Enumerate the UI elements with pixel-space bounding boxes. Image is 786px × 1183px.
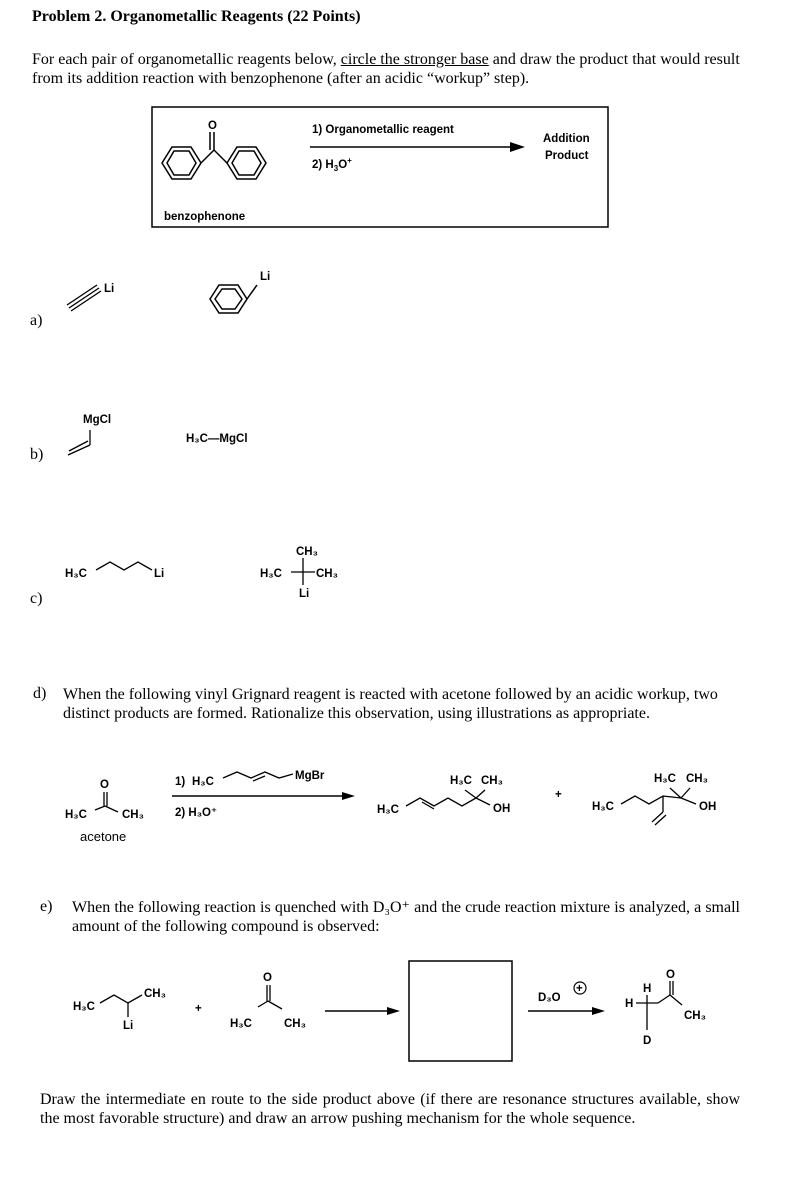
e-r1-h3c: H₃C bbox=[73, 1001, 95, 1013]
part-b-mgcl-1: MgCl bbox=[83, 414, 112, 426]
e-r1-ch3: CH₃ bbox=[144, 988, 166, 1000]
scheme-oxygen-label: O bbox=[208, 120, 217, 132]
benzophenone-label: benzophenone bbox=[164, 211, 246, 223]
intro-text-end: and draw the product that would result from its addition reaction with benzophenone (after an acidic “workup” step). bbox=[32, 51, 740, 87]
product-label-2: Product bbox=[545, 150, 589, 162]
p2-vinyl-1 bbox=[652, 812, 663, 822]
benzophenone-structure bbox=[162, 132, 266, 179]
part-e-text: When the following reaction is quenched with D₃O⁺ and the crude reaction mixture is analyzed, a small amount of the following compound is observed: bbox=[72, 899, 740, 935]
part-a-label: a) bbox=[30, 312, 43, 329]
e-p-h-left: H bbox=[625, 998, 634, 1010]
part-e-scheme bbox=[60, 955, 760, 1065]
part-b-label: b) bbox=[30, 446, 44, 463]
vinyl-chain bbox=[223, 772, 293, 778]
general-scheme bbox=[150, 105, 610, 230]
e-plus: + bbox=[195, 1003, 202, 1015]
vinyl-grignard bbox=[68, 430, 90, 455]
part-b-structures bbox=[60, 405, 300, 465]
part-c-label: c) bbox=[30, 590, 43, 607]
step2-label: 2) H₃O⁺ bbox=[175, 807, 218, 819]
plus-sign: + bbox=[555, 789, 562, 801]
scheme-step2: 2) $H_3O^+$ bbox=[312, 156, 352, 173]
e-d3o: D₃O bbox=[538, 992, 561, 1004]
part-c-structures bbox=[60, 540, 380, 610]
part-e-label: e) bbox=[40, 898, 53, 915]
part-b-methyl-grignard: H₃C—MgCl bbox=[186, 433, 248, 445]
part-d-label: d) bbox=[33, 685, 47, 702]
e-r2-ch3: CH₃ bbox=[284, 1018, 306, 1030]
part-a-li-2: Li bbox=[260, 271, 271, 283]
p2-vinyl-2 bbox=[655, 815, 666, 825]
e-r2-h3c: H₃C bbox=[230, 1018, 252, 1030]
e-p-d: D bbox=[643, 1035, 652, 1047]
product-label-1: Addition bbox=[543, 133, 590, 145]
e-r2-o: O bbox=[263, 972, 272, 984]
problem-title: Problem 2. Organometallic Reagents (22 Points) bbox=[32, 8, 361, 25]
e-p-h-top: H bbox=[643, 983, 652, 995]
closing-instructions: Draw the intermediate en route to the side product above (if there are resonance structures available, show the most favorable structure) and draw an arrow pushing mechanism for the whole sequence. bbox=[40, 1091, 740, 1127]
part-d-text: When the following vinyl Grignard reagent is reacted with acetone followed by an acidic workup, two distinct products are formed. Rationalize this observation, using illustrations as appropriate. bbox=[63, 686, 718, 722]
part-c-li-1: Li bbox=[154, 568, 165, 580]
scheme-step1: 1) Organometallic reagent bbox=[312, 124, 454, 136]
e-r1-li: Li bbox=[123, 1020, 134, 1032]
p1-bond-2 bbox=[476, 790, 485, 798]
acetone-h3c: H₃C bbox=[65, 809, 87, 821]
acetone-oxygen: O bbox=[100, 779, 109, 791]
part-a-structures bbox=[60, 265, 300, 335]
e-p-bond-co bbox=[658, 995, 670, 1003]
p1-h3c-left: H₃C bbox=[377, 804, 399, 816]
e-r1-chain bbox=[100, 995, 142, 1003]
e-arrowhead-2 bbox=[592, 1007, 605, 1015]
step1-h3c: H₃C bbox=[192, 776, 214, 788]
e-p-o: O bbox=[666, 969, 675, 981]
p1-ch3-top: CH₃ bbox=[481, 775, 503, 787]
p2-bond-3 bbox=[681, 798, 696, 804]
acetone-ch3: CH₃ bbox=[122, 809, 144, 821]
mgbr-label: MgBr bbox=[295, 770, 325, 782]
p2-ch3-top: CH₃ bbox=[686, 773, 708, 785]
part-c-ch3-right: CH₃ bbox=[316, 568, 338, 580]
phenyllithium bbox=[210, 285, 257, 313]
intro-text-start: For each pair of organometallic reagents below, bbox=[32, 51, 341, 68]
p2-h3c-top: H₃C bbox=[654, 773, 676, 785]
p1-oh: OH bbox=[493, 803, 511, 815]
e-acetone bbox=[258, 985, 282, 1009]
part-c-h3c-2: H₃C bbox=[260, 568, 282, 580]
part-d-arrowhead bbox=[342, 792, 355, 800]
p1-chain bbox=[406, 798, 476, 806]
e-oplus: + bbox=[576, 983, 583, 995]
part-d-scheme bbox=[60, 760, 760, 850]
p2-chain bbox=[621, 796, 681, 804]
problem-intro bbox=[32, 50, 752, 88]
part-c-h3c-1: H₃C bbox=[65, 568, 87, 580]
step1-number: 1) bbox=[175, 776, 186, 788]
p2-oh: OH bbox=[699, 801, 717, 813]
p1-h3c-top: H₃C bbox=[450, 775, 472, 787]
scheme-arrowhead bbox=[510, 142, 525, 152]
e-p-ch3: CH₃ bbox=[684, 1010, 706, 1022]
p1-bond-1 bbox=[465, 790, 476, 798]
acetone-structure bbox=[95, 792, 118, 812]
part-c-li-2: Li bbox=[299, 588, 310, 600]
e-p-bond-ch3 bbox=[670, 995, 682, 1005]
intermediate-box[interactable] bbox=[409, 961, 512, 1061]
p2-bond-2 bbox=[681, 788, 690, 798]
e-arrowhead-1 bbox=[387, 1007, 400, 1015]
acetone-name: acetone bbox=[80, 829, 127, 844]
p2-h3c-left: H₃C bbox=[592, 801, 614, 813]
p1-bond-3 bbox=[476, 798, 490, 805]
intro-emphasis: circle the stronger base bbox=[340, 51, 489, 68]
part-c-ch3-top: CH₃ bbox=[296, 546, 318, 558]
part-a-li-1: Li bbox=[104, 283, 115, 295]
alkynyl-lithium bbox=[67, 285, 101, 311]
butyl-chain bbox=[96, 562, 152, 570]
